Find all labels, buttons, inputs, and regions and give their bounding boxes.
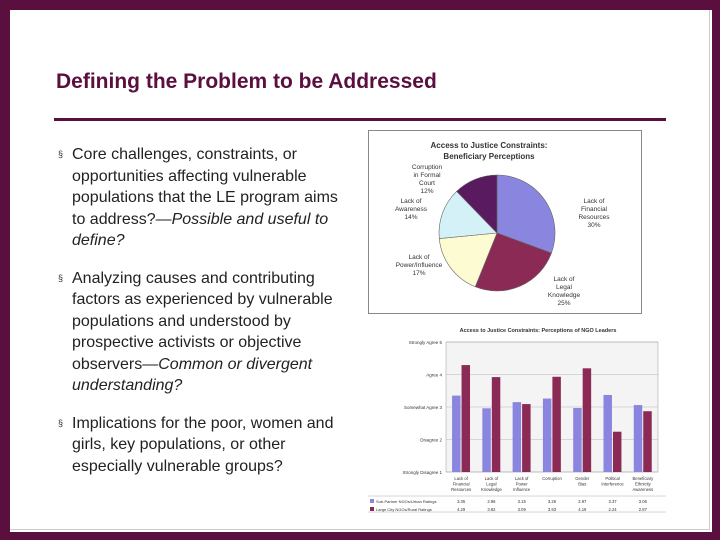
- legend-label: Sub-Partner NGOs/Urban Ratings: [376, 499, 437, 504]
- bar: [543, 399, 551, 472]
- bullet-emphasis: —Common or divergent understanding?: [72, 355, 313, 394]
- right-accent-bar: [712, 0, 720, 540]
- pie-slice-label: Corruption: [411, 164, 443, 171]
- bullet-item: [58, 268, 348, 397]
- legend-swatch: [370, 507, 374, 511]
- bullet-marker: §: [58, 149, 64, 159]
- pie-chart-panel: [368, 130, 642, 314]
- table-value: 3.93: [547, 507, 557, 512]
- bullet-item: [58, 413, 348, 478]
- table-value: 2.87: [638, 507, 647, 512]
- x-tick-label: Interference: [601, 481, 624, 487]
- pie-slice-label: Lack of: [583, 198, 605, 205]
- bullet-list: [58, 144, 348, 493]
- pie-slice-label: Lack of: [553, 276, 575, 283]
- top-accent-bar: [0, 0, 720, 10]
- bar: [552, 377, 560, 472]
- bar: [513, 402, 521, 472]
- table-value: 3.15: [517, 499, 526, 504]
- x-tick-label: Beneficiary: [632, 476, 654, 481]
- x-tick-label: Bias: [578, 481, 587, 487]
- table-value: 3.37: [608, 499, 617, 504]
- table-value: 2.96: [487, 499, 496, 504]
- left-accent-bar: [0, 0, 10, 540]
- table-value: 2.24: [608, 507, 617, 512]
- bar: [573, 408, 581, 472]
- bar: [613, 432, 621, 472]
- pie-slice-label: Court: [419, 180, 435, 187]
- pie-slice-value: 12%: [420, 188, 434, 195]
- legend-label: Large City NGOs/Rural Ratings: [376, 507, 432, 512]
- y-tick-label: Somewhat Agree 3: [403, 405, 442, 410]
- x-tick-label: Lack of: [454, 476, 468, 481]
- legend-swatch: [370, 499, 374, 503]
- bar: [634, 405, 642, 472]
- bullet-text: Analyzing causes and contributing factors as experienced by vulnerable populations and understood by prospective activists or objective observers: [72, 269, 333, 373]
- table-value: 3.09: [517, 507, 526, 512]
- bar: [643, 411, 651, 472]
- x-tick-label: Lack of: [514, 476, 529, 481]
- bar: [462, 365, 470, 472]
- x-tick-label: Lack of: [484, 476, 499, 481]
- x-tick-label: Legal: [486, 481, 497, 487]
- bar: [482, 408, 490, 472]
- bullet-text: Core challenges, constraints, or opportunities affecting vulnerable populations that the LE program aims to address?: [72, 146, 338, 228]
- table-value: 4.29: [457, 507, 466, 512]
- bullet-emphasis: —Possible and useful to define?: [72, 210, 329, 249]
- x-tick-label: Ethnicity: [634, 481, 651, 487]
- y-tick-label: Agree 4: [426, 372, 442, 378]
- x-tick-label: Political: [605, 476, 620, 481]
- pie-chart: [369, 131, 641, 313]
- bullet-marker: §: [58, 272, 64, 283]
- bar: [522, 404, 530, 472]
- bar: [603, 395, 611, 472]
- bar: [492, 377, 500, 472]
- x-tick-label: Corruption: [542, 476, 562, 481]
- table-value: 3.26: [547, 499, 557, 504]
- x-tick-label: Knowledge: [481, 487, 502, 492]
- bar-chart-panel: [368, 322, 668, 520]
- x-tick-label: Gender: [575, 476, 590, 481]
- table-value: 3.06: [638, 499, 647, 504]
- pie-slice-label: Power/Influence: [395, 262, 443, 269]
- table-value: 3.92: [487, 507, 496, 512]
- x-tick-label: Awareness: [632, 487, 654, 492]
- bottom-accent-bar: [0, 532, 720, 540]
- bullet-text: Implications for the poor, women and girls, key populations, or other especially vulnerable groups?: [72, 414, 334, 475]
- x-tick-label: Financial: [452, 481, 470, 487]
- pie-slice-label: in Formal: [413, 172, 441, 179]
- pie-slice-value: 25%: [557, 300, 571, 307]
- pie-slice-label: Resources: [578, 214, 610, 221]
- y-tick-label: Disagree 2: [420, 437, 442, 443]
- pie-slice-label: Lack of: [408, 254, 430, 261]
- pie-slice-label: Awareness: [394, 206, 428, 213]
- x-tick-label: Influence: [513, 487, 531, 492]
- pie-slice-label: Financial: [580, 206, 608, 213]
- pie-slice-value: 30%: [587, 222, 601, 229]
- pie-slice-label: Lack of: [400, 198, 422, 205]
- slide-title: Defining the Problem to be Addressed: [56, 70, 437, 93]
- title-divider: [54, 118, 666, 121]
- bullet-item: [58, 144, 348, 252]
- table-value: 2.97: [578, 499, 587, 504]
- bar: [583, 368, 591, 472]
- pie-title: Access to Justice Constraints:: [430, 141, 548, 150]
- table-value: 3.35: [457, 499, 466, 504]
- x-tick-label: Power: [515, 481, 528, 487]
- pie-slice-label: Legal: [556, 284, 572, 291]
- pie-slice-value: 17%: [412, 270, 426, 277]
- x-tick-label: Resources: [451, 487, 472, 492]
- y-tick-label: Strongly Agree 5: [408, 340, 442, 345]
- pie-subtitle: Beneficiary Perceptions: [443, 152, 535, 161]
- table-value: 4.19: [578, 507, 587, 512]
- bullet-marker: §: [58, 417, 64, 428]
- bar: [452, 396, 460, 472]
- pie-slice-label: Knowledge: [547, 292, 581, 299]
- pie-slice-value: 14%: [404, 214, 418, 221]
- bar-chart: [368, 322, 668, 520]
- bar-title: Access to Justice Constraints: Perceptions of NGO Leaders: [459, 328, 617, 334]
- y-tick-label: Strongly Disagree 1: [402, 470, 442, 475]
